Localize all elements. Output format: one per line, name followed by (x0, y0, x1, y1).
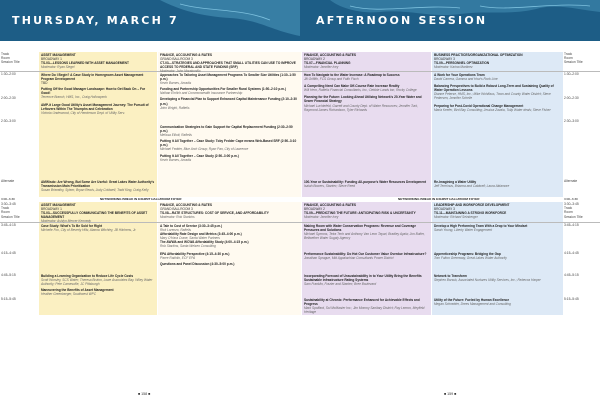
block2-col4-header: LEADERSHIP AND WORKFORCE DEVELOPMENT BROADWAY 3 TS-11—MAINTAINING A STRONG WORKFORCE Moderator: Richard Seinberger (432, 202, 563, 222)
block2-row-4: 5:15–5:45 Sustainability at Chronic: Performance Enhanced for Achievable Effects and Progress Mark Spoffard, Sol McMaster Inc.; Jim Monroy Sanitary District; Ray Lemon, Meyfield Heritage Utility of the Future: Fueled by Human Excellence Megan Schneider, Drees Management and Consulting 5:15–5:45 (1, 297, 579, 315)
block2-header-rows: 3:30–3:45 Track Room Session Title ASSET MANAGEMENT BROADWAY 1 TS-03—SUCCESSFULLY COMMUNICATING THE BENEFITS OF ASSET MANAGEMENT Moderator: Ashlyn Mercer Kennedy FINANCE, ACCOUNTING & RATES GRAND BALLROOM 3 TS-08—RATE STRUCTURES: COST OF SERVICE, AND AFFORDABILITY Moderator: Rob Starkins FINANCE, ACCOUNTING & RATES BROADWAY 2 TS-09—PREDICTING THE FUTURE: ANTICIPATING RISK & UNCERTAINTY Moderator: Jennifer Ivey LEADERSHIP AND WORKFORCE DEVELOPMENT BROADWAY 3 TS-11—MAINTAINING A STRONG WORKFORCE Moderator: Richard Seinberger 3:30–3:45 Track Room Session Title (1, 202, 583, 224)
block2-col2-header: FINANCE, ACCOUNTING & RATES GRAND BALLROOM 3 TS-08—RATE STRUCTURES: COST OF SERVICE, AND AFFORDABILITY Moderator: Rob Starkins (158, 202, 301, 222)
session-cell[interactable]: Building a Learning Organization to Reduce Life Cycle Costs Scott Worsley, SCS Water; Theresa Bruton, Lowe Associates Bay. Wiley Water Authority; Pete Carnesville, JC Pittsburgh Maneuvering the Benefits of Asset Management Heather Greenberger, Southwest WPC (39, 273, 157, 297)
session-cell[interactable]: Utility of the Future: Fueled by Human Excellence Megan Schneider, Drees Management and Consulting (432, 297, 563, 315)
session-cell[interactable]: Sustainability at Chronic: Performance Enhanced for Achievable Effects and Progress Mark Spoffard, Sol McMaster Inc.; Jim Monroy Sanitary District; Ray Lemon, Meyfield Heritage (302, 297, 431, 315)
block1-col1-header: ASSET MANAGEMENT BROADWAY 1 TS-03—LESSONS LEARNED WITH ASSET MANAGEMENT Moderator: Ryan Siegel (39, 52, 157, 71)
track-label-right: Track Room Session Title (564, 52, 583, 65)
block1-header-rows (0, 52, 600, 71)
session-cell[interactable]: Performance Sustainability: Do Hot Our Customer Value Overdue Infrastructure? Jonathan Sprague, Mid Appalachian Consultants Power District (302, 251, 431, 273)
block2-col3-header: FINANCE, ACCOUNTING & RATES BROADWAY 2 TS-09—PREDICTING THE FUTURE: ANTICIPATING RISK & UNCERTAINTY Moderator: Jennifer Ivey (302, 202, 431, 222)
block2-col1-header: ASSET MANAGEMENT BROADWAY 1 TS-03—SUCCESSFULLY COMMUNICATING THE BENEFITS OF ASSET MANAGEMENT Moderator: Ashlyn Mercer Kennedy (39, 202, 157, 222)
session-cell[interactable]: How To Navigate to the Water Increase: A Roadmap to Success Jill Griffith, FCS Group and Faith Fisch A Compelling Need Can Make Off-Course Rate Increase Reality Will Hern, Raftelis Financial Consultants, Inc.; Debbie Lands ton, Rocky College Planning for the Future: Looking Ahead Utilizing Network's 20-Year Water and Sewer Financial Strategy Michael Luchtefeld, Garrett and County Dept. of Water Resources; Jennifer Turk, Raymond James Richardson, Tyler Richards (302, 72, 431, 124)
day-title: THURSDAY, MARCH 7 (12, 14, 179, 27)
networking-break-band: 3:00–3:30 NETWORKING BREAK IN EXHIBIT HALL/ROOM FOYER NETWORKING BREAK IN EXHIBIT HALL/ROOM FOYER 3:00–3:30 (0, 197, 600, 202)
session-cell[interactable]: A Tale to Cost of Service (3:30–3:45 p.m.) Rick Lorenzo, Raftelis Affordability Rate Design and Metrics (3:45–4:00 p.m.) Mary O'Hara Crane, Santa Water Partners The AWWA and WCWA Affordability Study (4:00–4:15 p.m.) Rob Starkins, Santa Nielsen Consulting (158, 223, 301, 251)
page-header-banner (0, 0, 600, 41)
session-cell[interactable]: Apprenticeship Programs: Bridging the Gap Tom Fulton Greenway, Great Lakes Water Authority (432, 251, 563, 273)
session-cell[interactable]: Develop a High Performing Team With a Drop to Your Mindset Sarah Young, Liberty Water Engagement (432, 223, 563, 251)
session-cell[interactable]: Approaches To Tailoring Asset Management Programs To Smaller Size Utilities (1:30–1:50 p.m.) Kevin Barnes, Arcadis Funding and Partnership Opportunities For Smaller Rural Systems (1:50–2:10 p.m.) Nathan Ehrlich and Commonwealth Insurance Partnership Developing a Financial Plan to Support Enhanced Capital Maintenance Funding (2:10–2:30 p.m.) John Wright, Raftelis (158, 72, 301, 124)
session-title: AFTERNOON SESSION (316, 14, 488, 27)
session-cell[interactable]: Incorporating Forecast of Unsustainability in to Your Utility Bring the Benefits Sustainable Infrastructure Rating Systems Sam Franklin, Frazier and Stantec; Bree Boulevard (302, 273, 431, 297)
session-cell[interactable]: AMWisdo: Are Wrong, But Some Are Useful: Great Lakes Water Authority's Transmission Main Prioritization Susan Brierathy, Sytem, Bryan Rewis, Judy Coldwell, Todd King, Craig Kelly (39, 179, 157, 197)
block2-row-3: 4:45–5:15 Building a Learning Organization to Reduce Life Cycle Costs Scott Worsley, SCS Water; Theresa Bruton, Lowe Associates Bay. Wiley Water Authority; Pete Carnesville, JC Pittsburgh Maneuvering the Benefits of Asset Management Heather Greenberger, Southwest WPC Incorporating Forecast of Unsustainability in to Your Utility Bring the Benefits Sustainable Infrastructure Rating Systems Sam Franklin, Frazier and Stantec; Bree Boulevard Network to Transform Stephen Borsuk, Associated Nurtures Utility Services, Inc.; Rebecca Harper 4:45–5:15 (1, 273, 579, 297)
page-number-right: ■ 159 ■ (444, 392, 457, 396)
session-cell[interactable]: Where Do I Begin? A Case Study in Homegrown Asset Management Program Development TBD Putting Off the Good Manager Landscape: How to Get Back On – For Good! Terrence Branch, HMS, Inc., Craig Hollowpeck AMP-it Large Good Utility's Asset Management Journey: The Pursuit of Leftovers Within The Triumphs and Celebration Victoria Underwood, City of Henderson Dept. of Utility Serv. (39, 72, 157, 124)
block2-row-2: 4:15–4:45 EPA Affordability Perspective (4:15–4:30 p.m.) Pierre Rakhlin, ECF EPA Questions and Panel Discussion (4:30–5:00 p.m.) Performance Sustainability: Do Hot Our Customer Value Overdue Infrastructure? Jonathan Sprague, Mid Appalachian Consultants Power District Apprenticeship Programs: Bridging the Gap Tom Fulton Greenway, Great Lakes Water Authority 4:15–4:45 (0, 251, 600, 273)
session-cell[interactable]: Case Study: What's To Be Sold for Right Michelle Fox, City of Beverly Hills; Alanna Witchley, JB Hitchens, Jr. (39, 223, 157, 251)
block1-col4-header: BUSINESS PRACTICES/ORGANIZATIONAL OPTIMIZATION BROADWAY 3 TS-09—PERSONNEL OPTIMIZATION Moderator: Karina Martinez (432, 52, 563, 71)
session-cell[interactable]: 100-Year or Sustainability: Funding All-purpose's Water Resources Development Isaiah Bowers, Stantec; Steve Reed (302, 179, 431, 197)
session-cell[interactable]: A Work for Your Operations Team David Carrera, Gamma and How's Rock Line Balancing Perspectives to Build a Robust Long-Term and Sustaining Quality of Water Operation Lessons Dianne Peterse, HMS, Inc.; Mike Wohlfaus, Town and County Water District; Steve Pedersen, Jennifer Schelle Preparing for Post-Covid Operational Change Management Maria Keefer, Bird Bay Consulting; Jessica Zavala, Tulip Water deals; Steve Fisher (432, 72, 563, 124)
block1-col2-header: FINANCE, ACCOUNTING & RATES GRAND BALLROOM 3 CT-03—STRATEGIES AND APPROACHES THAT SMALL UTILITIES CAN USE TO IMPROVE ACCESS TO FEDERAL AND STATE FUNDING (SRF) (158, 52, 301, 71)
block1-row-1: 1:30–2:00 Where Do I Begin? A Case Study in Homegrown Asset Management Program Development TBD Putting Off the Good Manager Landscape: How to Get Back On – For Good! Terrence Branch, HMS, Inc., Craig Hollowpeck AMP-it Large Good Utility's Asset Management Journey: The Pursuit of Leftovers Within The Triumphs and Celebration Victoria Underwood, City of Henderson Dept. of Utility Serv. Approaches To Tailoring Asset Management Programs To Smaller Size Utilities (1:30–1:50 p.m.) Kevin Barnes, Arcadis Funding and Partnership Opportunities For Smaller Rural Systems (1:50–2:10 p.m.) Nathan Ehrlich and Commonwealth Insurance Partnership Developing a Financial Plan to Support Enhanced Capital Maintenance Funding (2:10–2:30 p.m.) John Wright, Raftelis How To Navigate to the Water Increase: A Roadmap to Success Jill Griffith, FCS Group and Faith Fisch A Compelling Need Can Make Off-Course Rate Increase Reality Will Hern, Raftelis Financial Consultants, Inc.; Debbie Lands ton, Rocky College Planning for the Future: Looking Ahead Utilizing Network's 20-Year Water and Sewer Financial Strategy Michael Luchtefeld, Garrett and County Dept. of Water Resources; Jennifer Turk, Raymond James Richardson, Tyler Richards A Work for Your Operations Team David Carrera, Gamma and How's Rock Line Balancing Perspectives to Build a Robust Long-Term and Sustaining Quality of Water Operation Lessons Dianne Peterse, HMS, Inc.; Mike Wohlfaus, Town and County Water District; Steve Pedersen, Jennifer Schelle Preparing for Post-Covid Operational Change Management Maria Keefer, Bird Bay Consulting; Jessica Zavala, Tulip Water deals; Steve Fisher 1:30–2:00 (0, 72, 600, 124)
block1-row-2: 2:00–2:30 2:30–3:00 Communication Strategies to Gain Support for Capital Replacement Funding (2:30–2:50 p.m.) Melissa Elliott, Raftelis Putting it All Together – Case Study: Toby Fedder Cape means Web-Based SRF (2:50–3:10 p.m.) Michael Fedder, Blue Arch Group; Ryan Pan, City of Lawrence Putting It All Together – Case Study (2:50–3:00 p.m.) Kevin Barnes, Arcadis 2:00–2:30 2:30–3:00 (0, 124, 600, 179)
block2-row-1: 3:45–4:15 Case Study: What's To Be Sold for Right Michelle Fox, City of Beverly Hills; Alanna Witchley, JB Hitchens, Jr. A Tale to Cost of Service (3:30–3:45 p.m.) Rick Lorenzo, Raftelis Affordability Rate Design and Metrics (3:45–4:00 p.m.) Mary O'Hara Crane, Santa Water Partners The AWWA and WCWA Affordability Study (4:00–4:15 p.m.) Rob Starkins, Santa Nielsen Consulting Making Room with Water Conservation Programs: Revenue and Coverage Pressures and Solutions Michael Symons, Tetra Tech and Anthony Van Leon Tayari, Bradley Ayala; Jon Butler, Bellwether Water Supply Agency Develop a High Performing Team With a Drop to Your Mindset Sarah Young, Liberty Water Engagement 3:45–4:15 (0, 223, 600, 251)
track-label: Track Room Session Title (1, 52, 20, 65)
session-cell[interactable]: Making Room with Water Conservation Programs: Revenue and Coverage Pressures and Solutions Michael Symons, Tetra Tech and Anthony Van Leon Tayari, Bradley Ayala; Jon Butler, Bellwether Water Supply Agency (302, 223, 431, 251)
session-cell[interactable]: EPA Affordability Perspective (4:15–4:30 p.m.) Pierre Rakhlin, ECF EPA Questions and Panel Discussion (4:30–5:00 p.m.) (158, 251, 301, 273)
block1-col3-header: FINANCE, ACCOUNTING & RATES BROADWAY 2 TS-07—FINANCIAL PLANNING Moderator: Jennifer Ivey (302, 52, 431, 71)
session-cell[interactable]: Communication Strategies to Gain Support for Capital Replacement Funding (2:30–2:50 p.m.) Melissa Elliott, Raftelis Putting it All Together – Case Study: Toby Fedder Cape means Web-Based SRF (2:50–3:10 p.m.) Michael Fedder, Blue Arch Group; Ryan Pan, City of Lawrence Putting It All Together – Case Study (2:50–3:00 p.m.) Kevin Barnes, Arcadis (158, 124, 301, 179)
schedule-grid (0, 52, 600, 315)
session-cell[interactable]: Network to Transform Stephen Borsuk, Associated Nurtures Utility Services, Inc.; Rebecca Harper (432, 273, 563, 297)
page-number-left: ■ 158 ■ (138, 392, 151, 396)
block1-row-alternate: Alternate AMWisdo: Are Wrong, But Some Are Useful: Great Lakes Water Authority's Transmission Main Prioritization Susan Brierathy, Sytem, Bryan Rewis, Judy Coldwell, Todd King, Craig Kelly 100-Year or Sustainability: Funding All-purpose's Water Resources Development Isaiah Bowers, Stantec; Steve Reed Re-Imagining a Water Utility Jeff Terminus, Brianna and Caldwell; Laura Aidamore Alternate (0, 179, 600, 197)
session-cell[interactable]: Re-Imagining a Water Utility Jeff Terminus, Brianna and Caldwell; Laura Aidamore (432, 179, 563, 197)
